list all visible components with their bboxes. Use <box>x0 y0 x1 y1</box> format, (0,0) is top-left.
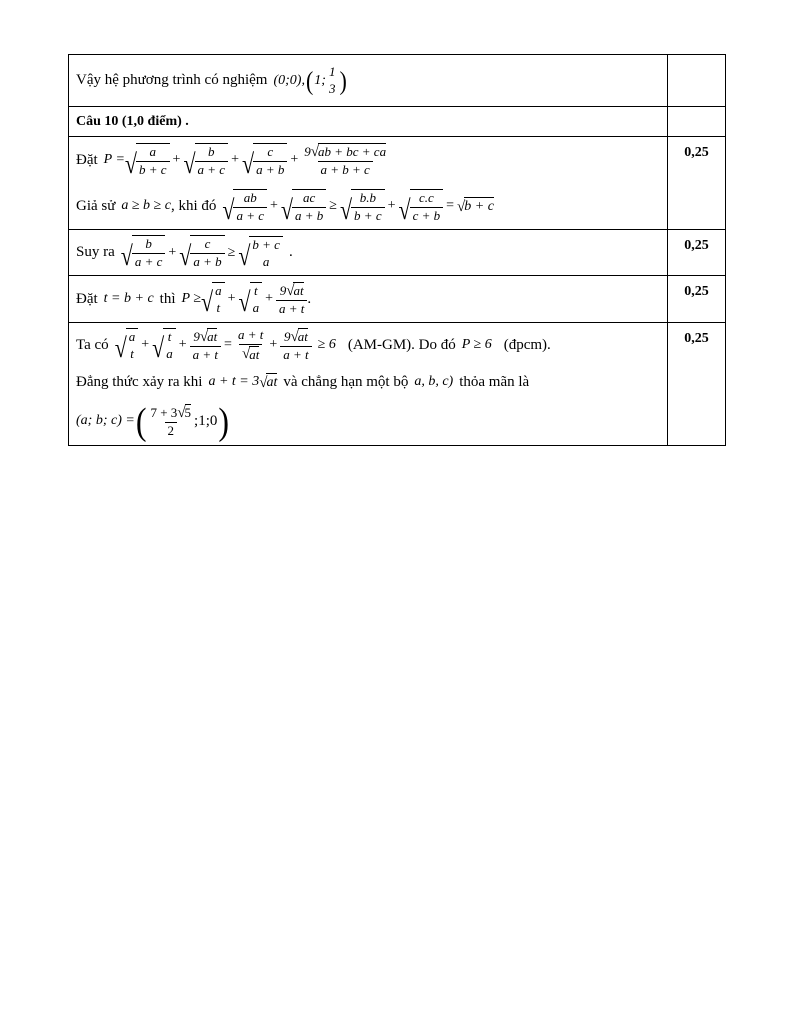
sqrt-term-1: √ $\frac{a}{b + c}$ <box>125 143 170 178</box>
equality-label: Đẳng thức xảy ra khi <box>76 373 203 390</box>
sqrt-h2: √ $\frac{c}{a + b}$ <box>179 235 224 270</box>
fraction-m3: 9 √ at a + t <box>190 328 221 363</box>
sqrt-m2: √ t a <box>152 328 176 362</box>
P-expr: P = <box>103 152 125 167</box>
row-step-1: Đặt P = √ $\frac{a}{b + c}$ + √ $\frac{b}{a + c}$ + √ $\frac{c}{a + b}$ + 9 √ ab + bc + ca a + b + c Giả sử a ≥ b ≥ c , khi đó √ $\frac{ab}{a + c}$ + √ $\frac{ac}{a + b}$ ≥ √ $\frac{b.b}{b + c}$ + √ $\frac{c.c}{c + b}$ = √ b + c 0,25 <box>69 137 726 230</box>
sqrt-h3: √ b + c a <box>238 236 283 270</box>
paren-close: ) <box>339 64 347 95</box>
suy-ra-label: Suy ra <box>76 244 115 260</box>
row-conclusion <box>69 55 726 107</box>
fraction-k3: 9 √ at a + t <box>276 282 307 317</box>
t-expr: t = b + c <box>103 291 154 306</box>
row-step-4: Ta có √ a t + √ t a + 9 √ at a + t = a + t √ at + 9 √ at a + t ≥ 6 (AM-GM). Do đó P ≥ 6 (đpcm). Đẳng thức xảy ra khi a + t = 3 √ at và chẳng hạn một bộ a, b, c) thỏa mãn là (a; b; c) = ( 7 + 3 √ 5 2 ;1;0 ) 0,25 <box>69 323 726 446</box>
paren-open: ( <box>305 64 314 95</box>
fraction-m4: a + t √ at <box>237 326 264 363</box>
sqrt-g3: √ $\frac{b.b}{b + c}$ <box>340 189 385 224</box>
score-step-2: 0,25 <box>668 230 726 276</box>
fraction-m5: 9 √ at a + t <box>280 328 311 363</box>
row-step-3: Đặt t = b + c thì P ≥ √ a t + √ t a + 9 √ at a + t . 0,25 <box>69 276 726 323</box>
row-step-2: Suy ra √ $\frac{b}{a + c}$ + √ $\frac{c}{a + b}$ ≥ √ b + c a . 0,25 <box>69 230 726 276</box>
solution-table <box>68 54 726 446</box>
final-fraction: 7 + 3 √ 5 2 <box>150 404 192 438</box>
conclusion-text: Vậy hệ phương trình có nghiệm <box>76 72 268 88</box>
score-step-1: 0,25 <box>668 137 726 230</box>
set-label: Đặt <box>76 151 98 168</box>
sqrt-h1: √ $\frac{b}{a + c}$ <box>121 235 166 270</box>
sqrt-m1: √ a t <box>115 328 139 362</box>
solution-1: (0;0), <box>273 72 305 88</box>
assume-label: Giả sử <box>76 197 116 214</box>
solution-2-fraction: 1 3 <box>328 63 336 96</box>
row-question-title <box>69 107 726 137</box>
then-label: , khi đó <box>170 197 217 214</box>
score-cell-empty <box>668 55 726 107</box>
sqrt-g2: √ $\frac{ac}{a + b}$ <box>281 189 326 224</box>
question-title: Câu 10 (1,0 điểm) . <box>76 113 189 129</box>
sqrt-k1: √ a t <box>201 282 225 316</box>
score-step-4: 0,25 <box>668 323 726 446</box>
sqrt-g4: √ $\frac{c.c}{c + b}$ <box>399 189 444 224</box>
score-step-3: 0,25 <box>668 276 726 323</box>
sqrt-g-rhs: √ b + c <box>457 199 494 215</box>
fraction-term-4: 9 √ ab + bc + ca a + b + c <box>304 143 387 177</box>
sqrt-g1: √ $\frac{ab}{a + c}$ <box>222 189 267 224</box>
final-lhs: (a; b; c) = <box>76 413 135 428</box>
assume-expr: a ≥ b ≥ c <box>121 198 171 213</box>
conclusion-cell <box>69 55 668 107</box>
sqrt-term-3: √ $\frac{c}{a + b}$ <box>242 143 287 178</box>
sqrt-term-2: √ $\frac{b}{a + c}$ <box>183 143 228 178</box>
sqrt-k2: √ t a <box>238 282 262 316</box>
ta-co-label: Ta có <box>76 336 109 353</box>
dat-label: Đặt <box>76 290 98 307</box>
solution-2-prefix: 1; <box>314 72 326 88</box>
